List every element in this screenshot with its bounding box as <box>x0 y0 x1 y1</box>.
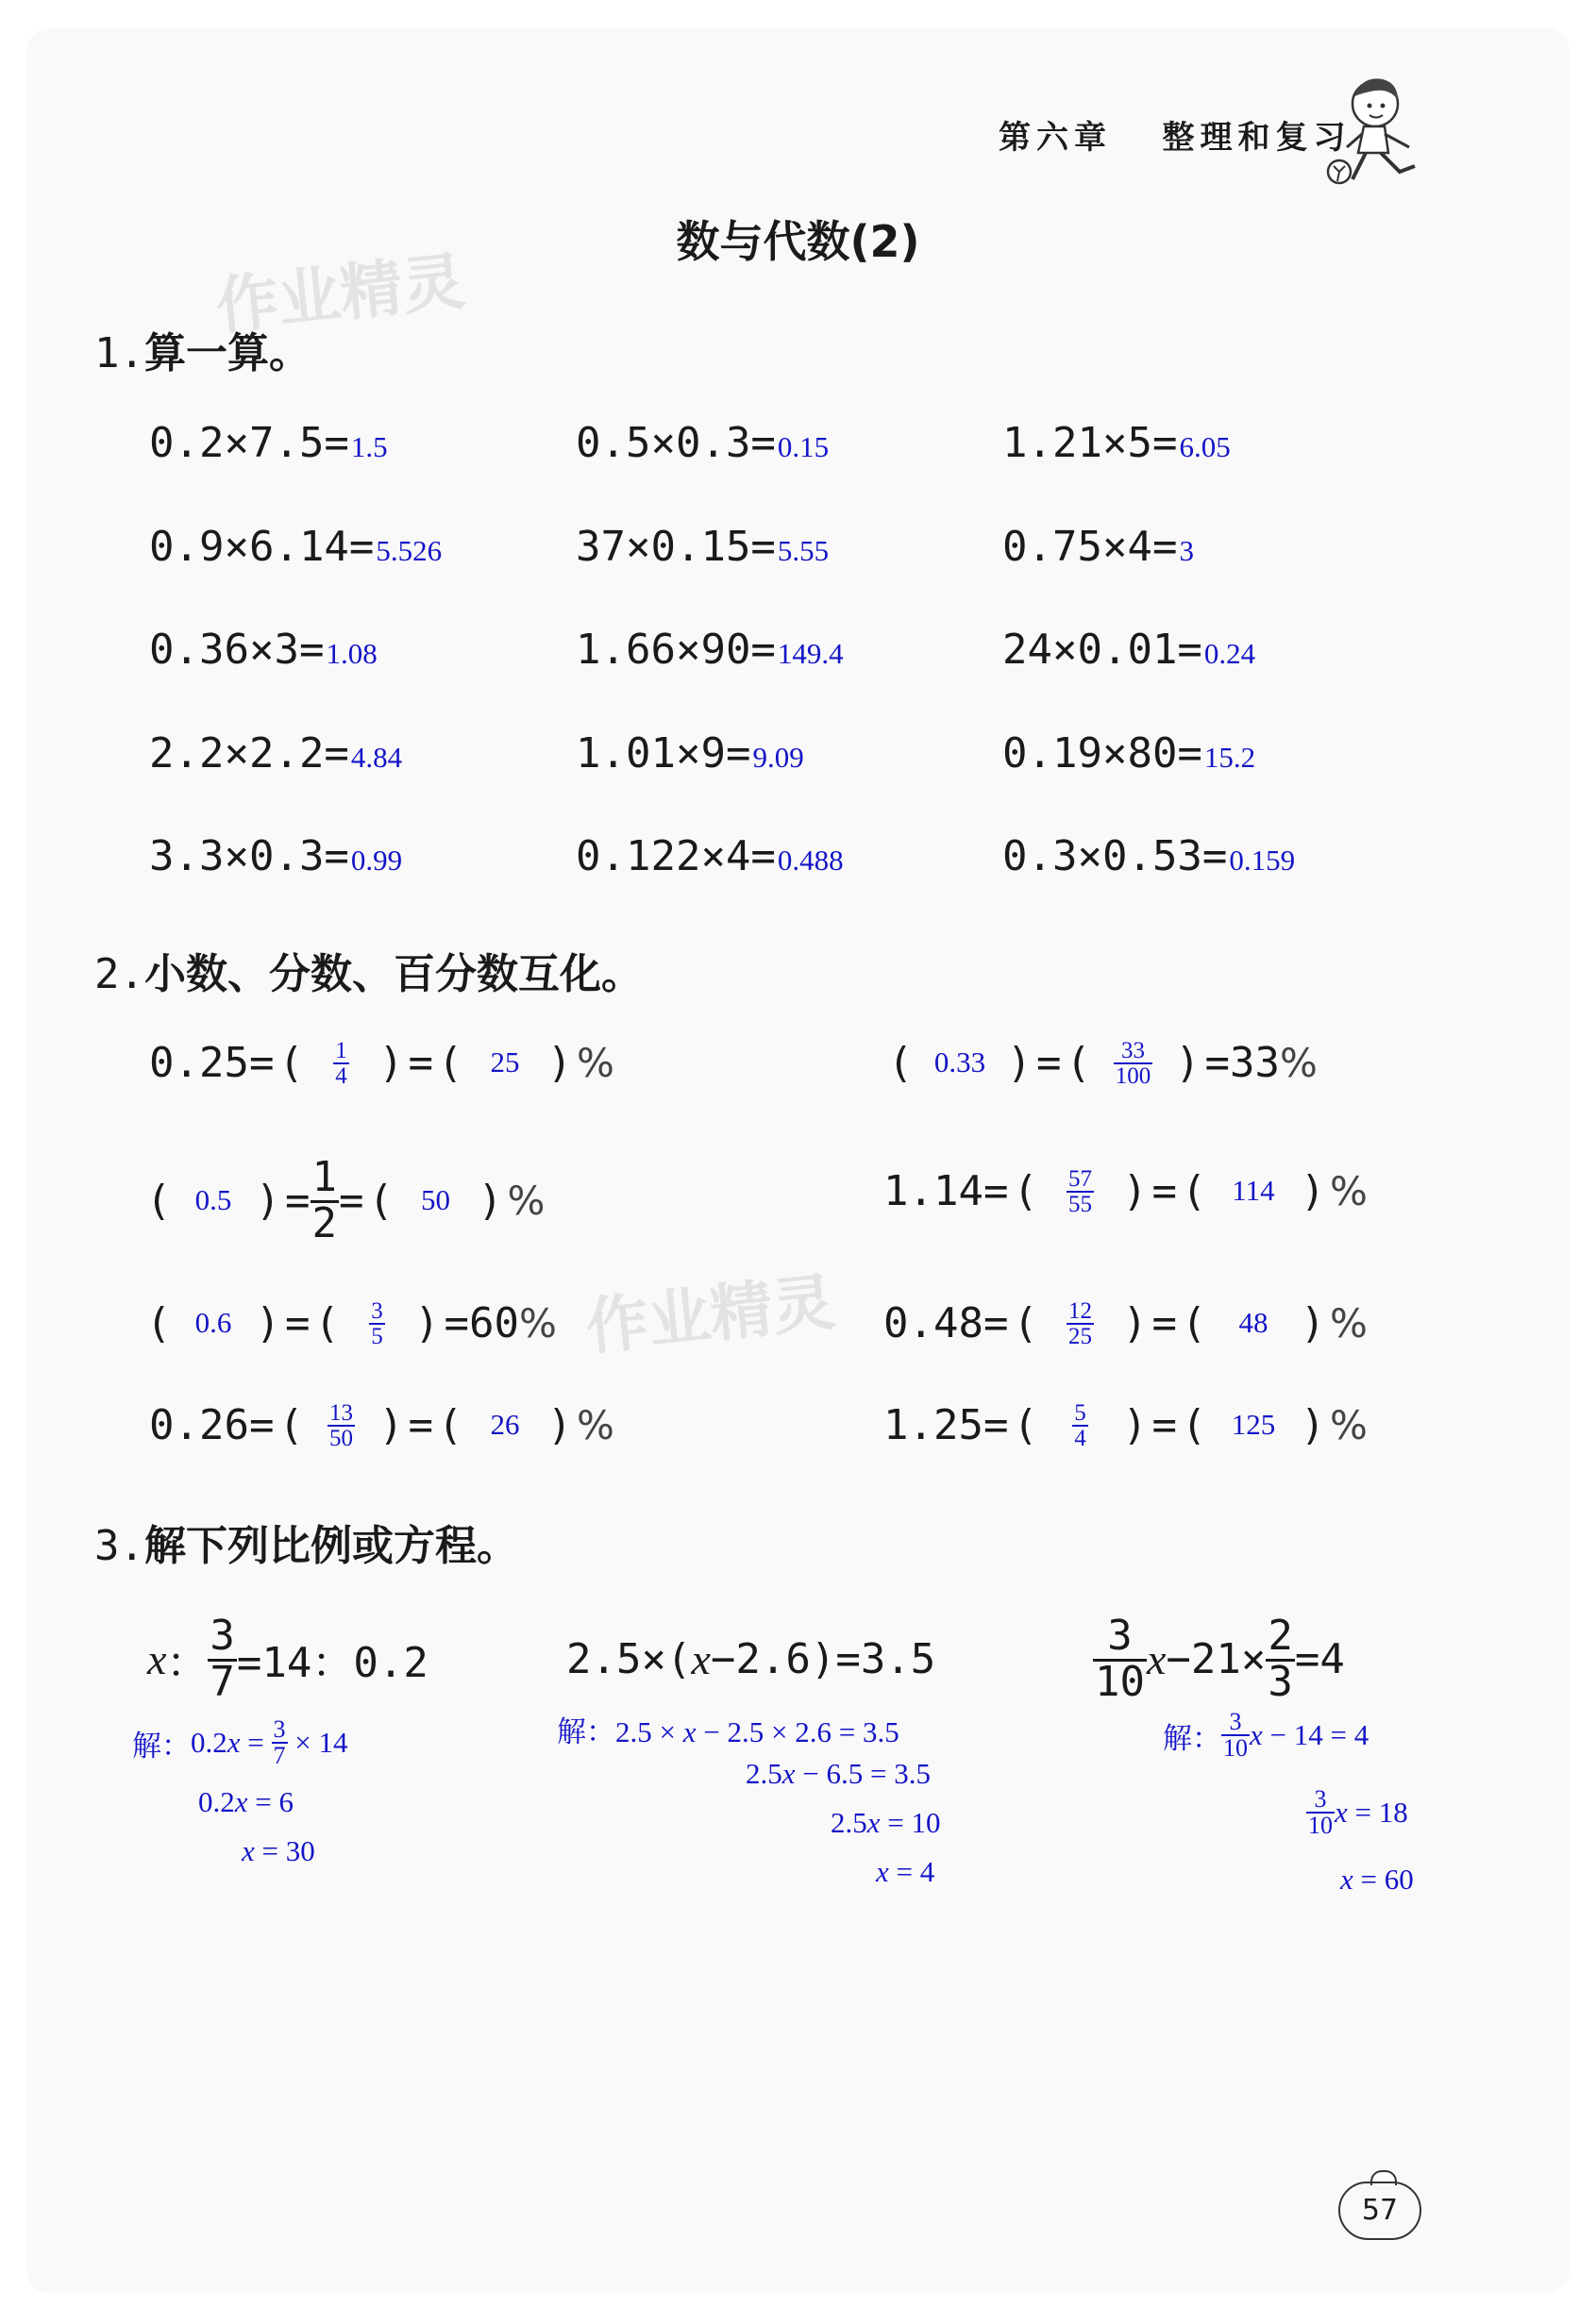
variable-x: x <box>876 1855 889 1888</box>
calc-item <box>576 832 844 880</box>
section-3-number: 3. <box>94 1522 144 1570</box>
solution-label: 解： <box>557 1715 615 1748</box>
problem-3-equation <box>1093 1612 1345 1706</box>
numerator: 2 <box>1268 1611 1293 1660</box>
answer-percent: 125 <box>1231 1408 1276 1441</box>
right-paren: ) <box>478 1176 503 1225</box>
calc-expression: 3.3×0.3= <box>149 832 349 880</box>
right-paren: ) <box>1122 1298 1148 1347</box>
answer-fraction <box>1067 1299 1094 1348</box>
numerator: 33 <box>1114 1039 1153 1064</box>
solution-line <box>746 1757 931 1791</box>
calc-item <box>576 419 830 467</box>
page-number: 57 <box>1338 2182 1421 2240</box>
numerator: 57 <box>1067 1166 1092 1192</box>
calc-expression: 1.01×9= <box>576 729 751 777</box>
solution-text: 2.5 <box>746 1757 782 1790</box>
conversion-row <box>149 1396 614 1453</box>
left-paren: ( <box>145 1176 172 1225</box>
calc-answer: 149.4 <box>777 637 844 670</box>
calc-expression: 0.75×4= <box>1002 523 1178 571</box>
variable-x: x <box>866 1806 881 1839</box>
percent-sign: % <box>518 1299 557 1346</box>
left-paren: ( <box>1013 1298 1038 1347</box>
right-paren: ) <box>255 1176 281 1225</box>
calc-item <box>576 729 804 777</box>
equals-sign: = <box>285 1176 311 1225</box>
answer-decimal: 0.5 <box>194 1183 232 1216</box>
numerator: 3 <box>1221 1710 1250 1736</box>
section-1-number: 1. <box>94 329 144 377</box>
conversion-row <box>883 1034 1318 1091</box>
solution-line <box>1340 1863 1414 1897</box>
calc-expression: 0.9×6.14= <box>149 523 375 571</box>
right-paren: ) <box>1175 1038 1201 1087</box>
calc-answer: 9.09 <box>752 741 804 774</box>
variable-x: x <box>234 1785 248 1818</box>
left-paren: ( <box>1013 1400 1038 1449</box>
right-paren: ) <box>1300 1400 1326 1449</box>
calc-expression: 37×0.15= <box>576 523 776 571</box>
equals-sign: = <box>1036 1038 1062 1087</box>
solution-fraction <box>1221 1710 1250 1761</box>
left-paren: ( <box>1066 1038 1091 1087</box>
denominator: 10 <box>1095 1657 1145 1706</box>
solution-text: = 60 <box>1352 1863 1414 1896</box>
solution-text: = <box>240 1726 272 1759</box>
answer-fraction <box>1114 1039 1153 1088</box>
answer-blank <box>308 1037 374 1088</box>
calc-answer: 6.05 <box>1179 430 1231 463</box>
answer-blank <box>1042 1297 1117 1348</box>
numerator: 3 <box>371 1298 383 1324</box>
answer-blank <box>1096 1037 1171 1088</box>
percent-sign: % <box>576 1039 614 1086</box>
given-decimal: 1.14 <box>883 1166 983 1215</box>
calc-answer: 5.526 <box>376 534 443 567</box>
right-paren: ) <box>1122 1166 1148 1215</box>
equals-sign: = <box>1204 1038 1230 1087</box>
solution-line <box>132 1717 347 1768</box>
calc-item <box>149 832 403 880</box>
answer-percent: 114 <box>1232 1174 1275 1207</box>
solution-text: × 14 <box>287 1726 348 1759</box>
answer-fraction <box>1072 1401 1088 1450</box>
calc-expression: 0.122×4= <box>576 832 776 880</box>
ratio-colon: ： <box>166 1639 209 1687</box>
variable-x: x <box>1340 1863 1353 1896</box>
variable-x: x <box>1146 1634 1167 1683</box>
denominator: 3 <box>1268 1657 1293 1706</box>
solution-line <box>876 1855 934 1889</box>
numerator: 3 <box>273 1715 286 1743</box>
given-fraction <box>311 1152 340 1247</box>
equals-sign: = <box>983 1298 1009 1347</box>
numerator: 3 <box>1306 1787 1335 1814</box>
calc-item <box>1002 832 1296 880</box>
left-paren: ( <box>437 1038 463 1087</box>
left-paren: ( <box>278 1400 304 1449</box>
denominator: 50 <box>328 1426 353 1451</box>
calc-answer: 0.99 <box>350 844 403 877</box>
watermark-top: 作业精灵 <box>212 244 468 343</box>
calc-answer: 0.488 <box>777 844 844 877</box>
equals-sign: = <box>339 1176 364 1225</box>
right-paren: ) <box>378 1400 404 1449</box>
conversion-row <box>883 1295 1368 1351</box>
conversion-row <box>883 1162 1368 1219</box>
given-decimal: 0.26 <box>149 1400 249 1449</box>
solution-text: 2.5 × <box>615 1715 683 1748</box>
solution-text: 2.5 <box>831 1806 867 1839</box>
answer-percent: 25 <box>490 1045 520 1078</box>
answer-percent: 50 <box>421 1183 450 1216</box>
calc-item <box>1002 729 1256 777</box>
section-3-heading <box>94 1512 518 1572</box>
calc-expression: 0.36×3= <box>149 626 325 674</box>
given-decimal: 0.25 <box>149 1038 249 1087</box>
left-paren: ( <box>1181 1400 1207 1449</box>
given-decimal: 0.48 <box>883 1298 983 1347</box>
numerator: 3 <box>210 1611 235 1660</box>
percent-sign: % <box>507 1177 546 1224</box>
answer-fraction <box>369 1299 385 1348</box>
equals-sign: = <box>1151 1298 1177 1347</box>
calc-answer: 3 <box>1179 534 1194 567</box>
equals-sign: = <box>444 1298 469 1347</box>
answer-fraction <box>1067 1167 1094 1216</box>
left-paren: ( <box>278 1038 304 1087</box>
boy-soccer-icon <box>1317 68 1430 191</box>
calc-item <box>149 419 388 467</box>
calc-expression: 0.2×7.5= <box>149 419 349 467</box>
calc-expression: 0.5×0.3= <box>576 419 776 467</box>
calc-expression: 1.21×5= <box>1002 419 1178 467</box>
solution-text: = 10 <box>880 1806 941 1839</box>
calc-answer: 5.55 <box>777 534 830 567</box>
calc-item <box>576 523 830 571</box>
right-paren: ) <box>1122 1400 1148 1449</box>
denominator: 5 <box>371 1324 383 1349</box>
equals-sign: = <box>285 1298 311 1347</box>
solution-line <box>557 1708 899 1750</box>
calc-answer: 1.08 <box>326 637 378 670</box>
denominator: 10 <box>1308 1812 1333 1839</box>
conversion-row <box>142 1295 557 1351</box>
page-title: 数与代数(2) <box>676 216 920 267</box>
equation-rhs: =4 <box>1294 1634 1345 1683</box>
variable-x: x <box>682 1715 697 1748</box>
left-paren: ( <box>368 1176 394 1225</box>
percent-sign: % <box>1329 1299 1368 1346</box>
conversion-row <box>149 1034 614 1091</box>
variable-x: x <box>227 1726 241 1759</box>
calc-item <box>149 523 443 571</box>
left-paren: ( <box>1181 1298 1207 1347</box>
given-decimal: 1.25 <box>883 1400 983 1449</box>
solution-text: − 2.5 × 2.6 = 3.5 <box>696 1715 899 1748</box>
calc-answer: 0.24 <box>1203 637 1256 670</box>
variable-x: x <box>242 1834 255 1867</box>
section-2-number: 2. <box>94 950 144 998</box>
right-paren: ) <box>546 1400 573 1449</box>
variable-x: x <box>691 1634 711 1683</box>
section-1-heading <box>94 319 311 379</box>
equation-fraction <box>1093 1611 1147 1706</box>
denominator: 25 <box>1067 1324 1092 1349</box>
numerator: 1 <box>311 1152 337 1201</box>
solution-line <box>1306 1787 1408 1838</box>
problem-1-equation <box>147 1612 428 1706</box>
solution-text: 0.2 <box>191 1726 227 1759</box>
percent-sign: % <box>1329 1167 1368 1214</box>
left-paren: ( <box>314 1298 340 1347</box>
percent-sign: % <box>1329 1401 1368 1448</box>
problem-2-equation <box>566 1630 935 1687</box>
answer-percent: 26 <box>490 1408 520 1441</box>
calc-item <box>149 626 378 674</box>
denominator: 2 <box>311 1198 337 1247</box>
calc-item <box>149 729 403 777</box>
calc-expression: 24×0.01= <box>1002 626 1202 674</box>
answer-fraction <box>333 1039 349 1088</box>
solution-fraction <box>1306 1787 1335 1838</box>
numerator: 13 <box>328 1400 353 1426</box>
section-2-title: 小数、分数、百分数互化。 <box>143 950 643 998</box>
answer-fraction <box>328 1401 355 1450</box>
right-paren: ) <box>546 1038 573 1087</box>
denominator: 100 <box>1115 1063 1151 1089</box>
equals-sign: = <box>248 1038 275 1087</box>
solution-fraction <box>272 1717 288 1768</box>
conversion-row <box>883 1396 1368 1453</box>
solution-label: 解： <box>1163 1721 1221 1755</box>
calc-answer: 0.15 <box>777 430 830 463</box>
calc-item <box>1002 626 1256 674</box>
answer-blank <box>344 1297 411 1348</box>
calc-item <box>576 626 844 674</box>
numerator: 3 <box>1093 1615 1147 1662</box>
equation-lhs: −2.6)=3.5 <box>710 1634 936 1683</box>
answer-blank <box>1042 1165 1117 1216</box>
right-paren: ) <box>1300 1166 1326 1215</box>
solution-text: = 4 <box>888 1855 935 1888</box>
denominator: 10 <box>1223 1734 1248 1762</box>
denominator: 55 <box>1067 1192 1092 1217</box>
left-paren: ( <box>1013 1166 1038 1215</box>
equals-sign: = <box>983 1166 1009 1215</box>
numerator: 1 <box>335 1038 347 1063</box>
denominator: 4 <box>335 1063 347 1089</box>
left-paren: ( <box>887 1038 914 1087</box>
equation-fraction <box>208 1611 237 1706</box>
left-paren: ( <box>1181 1166 1207 1215</box>
equation-lhs: −21× <box>1166 1634 1267 1683</box>
solution-text: = 18 <box>1347 1796 1408 1829</box>
numerator: 5 <box>1074 1400 1086 1426</box>
percent-sign: % <box>576 1401 614 1448</box>
solution-text: − 14 = 4 <box>1262 1718 1369 1751</box>
right-paren: ) <box>1006 1038 1033 1087</box>
calc-answer: 1.5 <box>350 430 388 463</box>
answer-decimal: 0.33 <box>933 1045 986 1078</box>
variable-x: x <box>147 1634 167 1683</box>
solution-line <box>1163 1710 1369 1761</box>
left-paren: ( <box>437 1400 463 1449</box>
calc-answer: 0.159 <box>1229 844 1296 877</box>
equation-fraction <box>1266 1611 1295 1706</box>
equals-sign: = <box>1151 1400 1177 1449</box>
chapter-heading: 第六章 整理和复习 <box>999 119 1352 157</box>
calc-expression: 1.66×90= <box>576 626 776 674</box>
solution-line <box>242 1834 315 1868</box>
answer-decimal: 0.6 <box>194 1306 232 1339</box>
solution-line <box>198 1785 294 1819</box>
denominator: 4 <box>1074 1426 1086 1451</box>
answer-blank <box>1042 1399 1117 1450</box>
variable-x: x <box>781 1757 796 1790</box>
section-2-heading <box>94 940 643 1000</box>
calc-answer: 4.84 <box>350 741 403 774</box>
calc-expression: 2.2×2.2= <box>149 729 349 777</box>
given-percent: 33 <box>1230 1038 1280 1087</box>
denominator: 7 <box>273 1742 286 1769</box>
solution-text: 0.2 <box>198 1785 235 1818</box>
solution-text: = 30 <box>254 1834 315 1867</box>
equals-sign: = <box>248 1400 275 1449</box>
watermark-middle: 作业精灵 <box>582 1265 838 1364</box>
equals-sign: = <box>408 1038 433 1087</box>
solution-line <box>831 1806 941 1840</box>
right-paren: ) <box>1300 1298 1326 1347</box>
calc-item <box>1002 419 1231 467</box>
solution-label: 解： <box>132 1729 191 1763</box>
variable-x: x <box>1335 1796 1348 1829</box>
section-3-title: 解下列比例或方程。 <box>143 1522 518 1570</box>
conversion-row <box>142 1153 545 1247</box>
equals-sign: = <box>983 1400 1009 1449</box>
variable-x: x <box>1250 1718 1263 1751</box>
calc-expression: 0.3×0.53= <box>1002 832 1228 880</box>
equals-sign: = <box>1151 1166 1177 1215</box>
answer-percent: 48 <box>1238 1306 1268 1339</box>
right-paren: ) <box>378 1038 404 1087</box>
numerator: 12 <box>1067 1298 1092 1324</box>
left-paren: ( <box>145 1298 172 1347</box>
equals-sign: = <box>408 1400 433 1449</box>
equation-rhs: =14：0.2 <box>236 1639 428 1687</box>
right-paren: ) <box>255 1298 281 1347</box>
denominator: 7 <box>210 1657 235 1706</box>
solution-text: = 6 <box>247 1785 294 1818</box>
calc-expression: 0.19×80= <box>1002 729 1202 777</box>
calc-item <box>1002 523 1194 571</box>
right-paren: ) <box>414 1298 440 1347</box>
equation-lhs: 2.5×( <box>566 1634 692 1683</box>
section-1-title: 算一算。 <box>143 329 311 377</box>
solution-text: − 6.5 = 3.5 <box>795 1757 931 1790</box>
calc-answer: 15.2 <box>1203 741 1256 774</box>
percent-sign: % <box>1279 1039 1318 1086</box>
given-percent: 60 <box>469 1298 519 1347</box>
answer-blank <box>308 1399 374 1450</box>
